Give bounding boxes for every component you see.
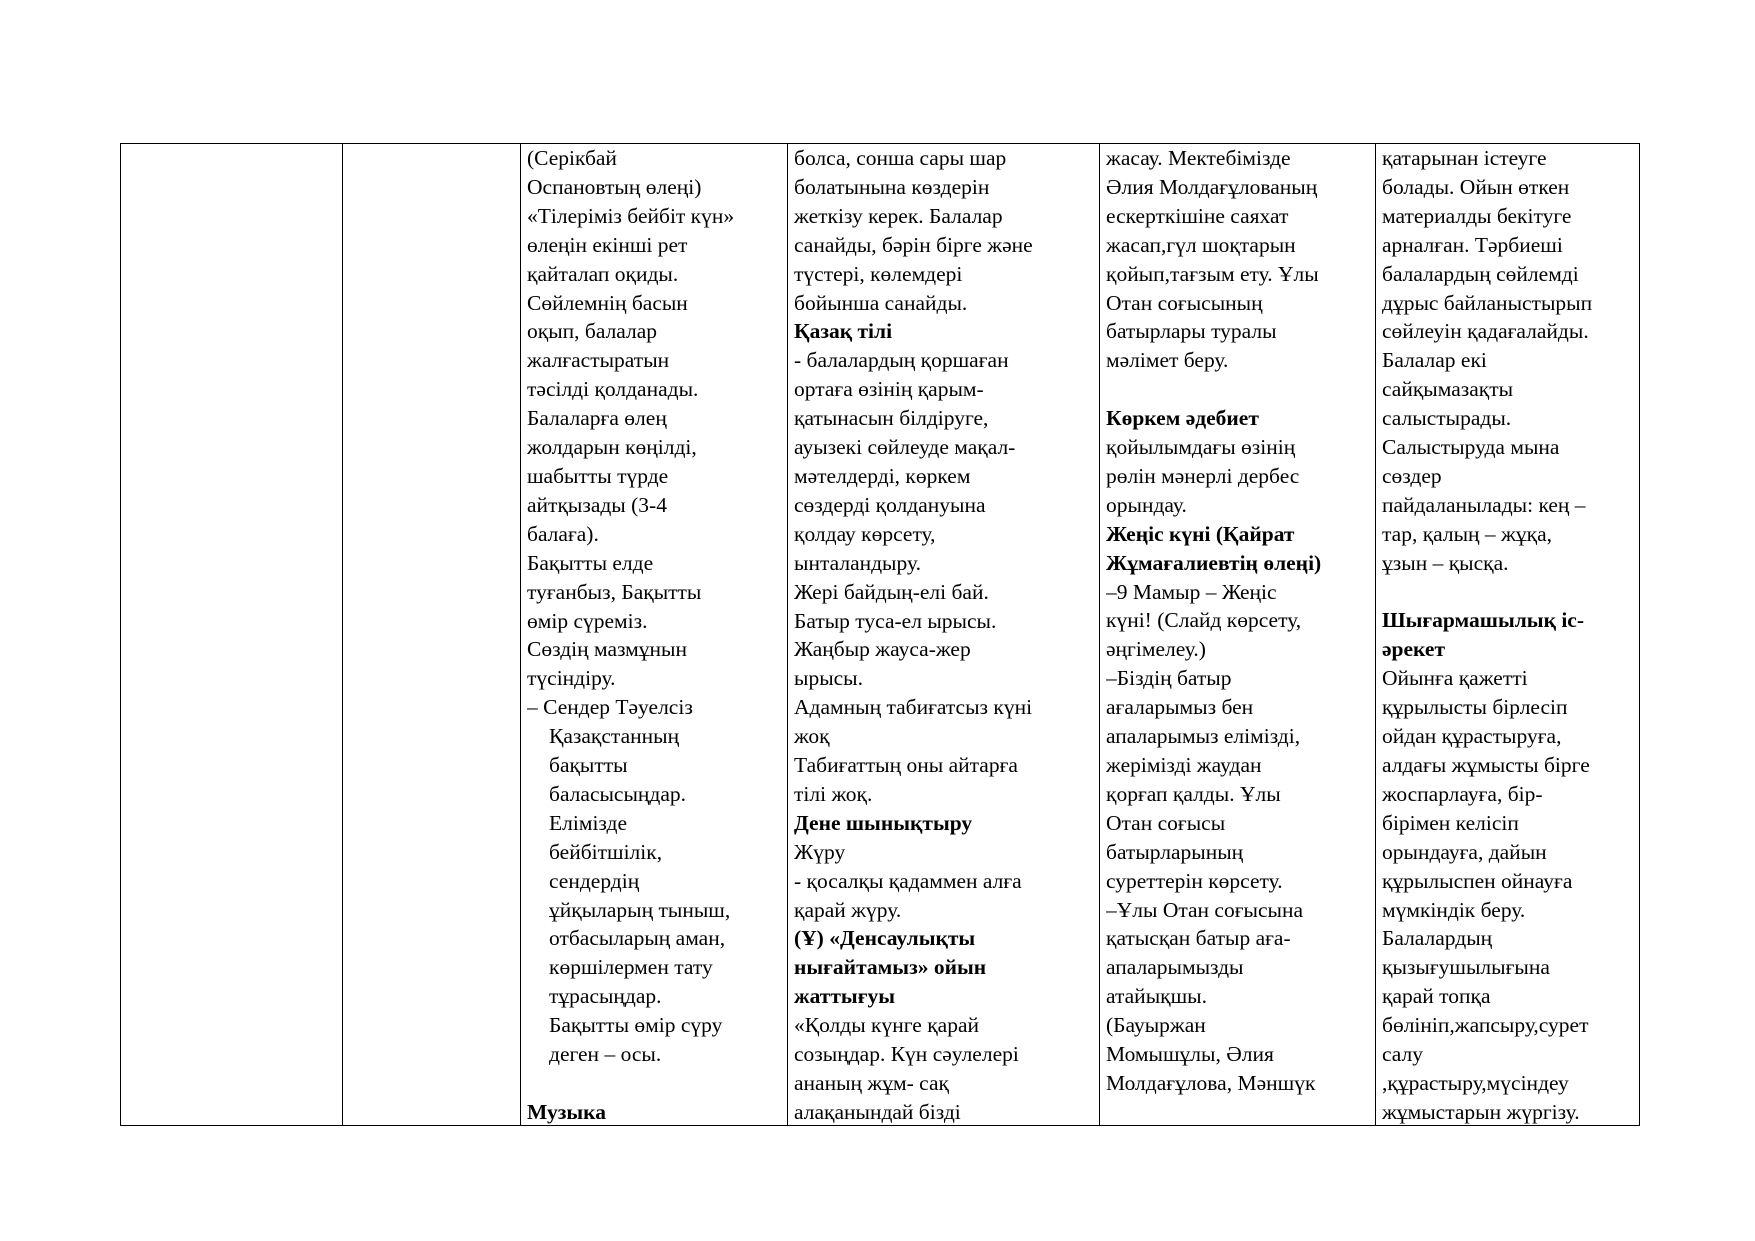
text-line: – Сендер Тәуелсіз xyxy=(527,695,693,720)
text-line: батырларының xyxy=(1106,839,1244,864)
text-line: жоспарлауға, бір- xyxy=(1382,781,1543,806)
text-line: ортаға өзінің қарым- xyxy=(794,377,984,402)
text-line: тар, қалың – жұқа, xyxy=(1382,521,1553,546)
text-line: жасау. Мектебімізде xyxy=(1106,146,1291,170)
text-line: апаларымызды xyxy=(1106,955,1244,980)
text-line: Елімізде xyxy=(549,810,628,835)
text-line: сайқымазақты xyxy=(1382,377,1514,402)
text-line: өмір сүреміз. xyxy=(527,608,648,633)
text-line: –Біздің батыр xyxy=(1106,666,1232,691)
text-line: жоқ xyxy=(794,724,830,749)
table-row xyxy=(121,144,1640,1126)
table-cell-col-4 xyxy=(788,144,1100,1126)
text-line: «Тілеріміз бейбіт күн» xyxy=(527,203,735,228)
text-line xyxy=(527,1069,781,1098)
section-heading: әрекет xyxy=(1382,637,1445,662)
section-heading: нығайтамыз» ойын xyxy=(794,955,987,980)
text-line: қатарынан істеуге xyxy=(1382,146,1547,170)
text-line: орындауға, дайын xyxy=(1382,839,1547,864)
text-line: өлеңін екінші рет xyxy=(527,232,688,257)
text-line: Момышұлы, Әлия xyxy=(1106,1042,1274,1067)
text-line: Сөздің мазмұнын xyxy=(527,637,687,662)
text-line: жеткізу керек. Балалар xyxy=(794,203,1003,228)
text-line: ,құрастыру,мүсіндеу xyxy=(1382,1070,1569,1095)
text-line: жолдарын көңілді, xyxy=(527,435,697,460)
section-heading: Жеңіс күні (Қайрат xyxy=(1106,521,1295,546)
text-line: баласысыңдар. xyxy=(549,781,687,806)
table-cell-col-5 xyxy=(1100,144,1376,1126)
text-line: - қосалқы қадаммен алға xyxy=(794,868,1022,893)
section-heading: Жұмағалиевтің өлеңі) xyxy=(1106,550,1322,575)
text-line: мүмкіндік беру. xyxy=(1382,897,1526,922)
text-line: тілі жоқ. xyxy=(794,781,873,806)
text-line: сөздерді қолдануына xyxy=(794,492,986,517)
text-line: ынталандыру. xyxy=(794,550,921,575)
section-heading: (Ұ) «Денсаулықты xyxy=(794,926,976,951)
text-line: құрылысты бірлесіп xyxy=(1382,695,1568,720)
section-heading: Музыка xyxy=(527,1099,606,1124)
section-heading: Көркем әдебиет xyxy=(1106,406,1259,431)
text-line: Қазақстанның xyxy=(549,724,680,749)
text-line: оқып, балалар xyxy=(527,319,658,344)
text-line: рөлін мәнерлі дербес xyxy=(1106,463,1300,488)
table-cell-col-6 xyxy=(1376,144,1640,1126)
text-line: бақытты xyxy=(549,753,628,778)
text-line: ананың жұм- сақ xyxy=(794,1071,949,1095)
text-line: қайталап оқиды. xyxy=(527,261,679,286)
text-line: Жүру xyxy=(794,839,846,864)
text-line: ауызекі сөйлеуде мақал- xyxy=(794,435,1016,460)
text-line: батырлары туралы xyxy=(1106,319,1277,344)
text-line: Оспановтың өлеңі) xyxy=(527,174,702,199)
text-line: материалды бекітуге xyxy=(1382,203,1572,228)
text-line: атайықшы. xyxy=(1106,984,1207,1009)
text-line: жалғастыратын xyxy=(527,348,670,373)
table-cell-col-3 xyxy=(521,144,788,1126)
text-line: апаларымыз елімізді, xyxy=(1106,724,1301,749)
text-line: пайдаланылады: кең – xyxy=(1382,492,1586,517)
table-cell-col-2 xyxy=(343,144,521,1126)
text-line: әңгімелеу.) xyxy=(1106,637,1206,662)
text-line: созыңдар. Күн сәулелері xyxy=(794,1042,1019,1067)
text-line: суреттерін көрсету. xyxy=(1106,868,1283,893)
text-line: қарай топқа xyxy=(1382,984,1491,1009)
text-line: Батыр туса-ел ырысы. xyxy=(794,608,997,633)
text-line: болса, сонша сары шар xyxy=(794,146,1007,170)
text-line: ұйқыларың тыныш, xyxy=(549,897,731,922)
text-line: алақанындай бізді xyxy=(794,1099,961,1124)
section-heading: Шығармашылық іс- xyxy=(1382,608,1585,633)
text-line: құрылыспен ойнауға xyxy=(1382,868,1573,893)
text-line xyxy=(1106,375,1369,404)
text-line: тәсілді қолданады. xyxy=(527,377,699,402)
text-line: болады. Ойын өткен xyxy=(1382,174,1570,199)
text-line: (Серікбай xyxy=(527,146,617,170)
text-line: бейбітшілік, xyxy=(549,839,663,864)
text-line: бөлініп,жапсыру,сурет xyxy=(1382,1013,1589,1038)
section-heading: Дене шынықтыру xyxy=(794,810,973,835)
text-line: сөйлеуін қадағалайды. xyxy=(1382,319,1589,344)
table-cell-col-1 xyxy=(121,144,343,1126)
text-line: бойынша санайды. xyxy=(794,290,968,315)
text-line: (Бауыржан xyxy=(1106,1013,1206,1038)
section-heading: Қазақ тілі xyxy=(794,319,893,344)
text-line: күні! (Слайд көрсету, xyxy=(1106,608,1302,633)
text-line: Бақытты елде xyxy=(527,550,654,575)
section-heading: жаттығуы xyxy=(794,984,895,1009)
text-line: Жері байдың-елі бай. xyxy=(794,579,989,604)
text-line: санайды, бәрін бірге және xyxy=(794,232,1033,257)
text-line: Ойынға қажетті xyxy=(1382,666,1528,691)
text-line: алдағы жұмысты бірге xyxy=(1382,753,1590,778)
text-line: орындау. xyxy=(1106,492,1187,517)
text-line: ескерткішіне саяхат xyxy=(1106,203,1289,228)
text-line: отбасыларың аман, xyxy=(549,926,726,951)
text-line: сендердің xyxy=(549,868,640,893)
text-line: Бақытты өмір сүру xyxy=(549,1013,723,1038)
text-line: қатысқан батыр аға- xyxy=(1106,926,1291,951)
lesson-plan-table xyxy=(120,143,1640,1126)
text-line: балаға). xyxy=(527,521,599,546)
text-line: Салыстыруда мына xyxy=(1382,435,1560,460)
text-line: Әлия Молдағұлованың xyxy=(1106,174,1318,199)
text-line: салыстырады. xyxy=(1382,406,1512,431)
text-line: балалардың сөйлемді xyxy=(1382,261,1579,286)
text-line: Табиғаттың оны айтарға xyxy=(794,753,1018,778)
text-line: жасап,гүл шоқтарын xyxy=(1106,232,1296,257)
text-line: шабытты түрде xyxy=(527,463,669,488)
text-line: жерімізді жаудан xyxy=(1106,753,1262,778)
text-line: қатынасын білдіруге, xyxy=(794,406,989,431)
text-line: Молдағұлова, Мәншүк xyxy=(1106,1070,1316,1095)
text-line: деген – осы. xyxy=(549,1042,662,1067)
text-line: қарай жүру. xyxy=(794,897,902,922)
text-line: ойдан құрастыруға, xyxy=(1382,724,1562,749)
text-line: дұрыс байланыстырып xyxy=(1382,290,1593,315)
text-line: болатынына көздерін xyxy=(794,174,990,199)
text-line: –Ұлы Отан соғысына xyxy=(1106,897,1304,922)
text-line: түстері, көлемдері xyxy=(794,261,963,286)
text-line: қорғап қалды. Ұлы xyxy=(1106,781,1281,806)
text-line: бірімен келісіп xyxy=(1382,810,1519,835)
text-line: Балаларға өлең xyxy=(527,406,667,431)
text-line: Адамның табиғатсыз күні xyxy=(794,695,1033,720)
text-line: мәлімет беру. xyxy=(1106,348,1229,373)
text-line xyxy=(1382,578,1633,607)
text-line: Балалар екі xyxy=(1382,348,1487,373)
text-line: түсіндіру. xyxy=(527,666,616,691)
text-line: қойылымдағы өзінің xyxy=(1106,435,1296,460)
text-line: сөздер xyxy=(1382,463,1442,488)
text-line: «Қолды күнге қарай xyxy=(794,1013,979,1038)
text-line: көршілермен тату xyxy=(549,955,713,980)
text-line: туғанбыз, Бақытты xyxy=(527,579,702,604)
text-line: тұрасыңдар. xyxy=(549,984,662,1009)
text-line: ырысы. xyxy=(794,666,864,691)
text-line: ұзын – қысқа. xyxy=(1382,550,1509,575)
text-line: қойып,тағзым ету. Ұлы xyxy=(1106,261,1319,286)
text-line: –9 Мамыр – Жеңіс xyxy=(1106,579,1277,604)
text-line: Отан соғысының xyxy=(1106,290,1263,315)
text-line: салу xyxy=(1382,1042,1424,1067)
text-line: жұмыстарын жүргізу. xyxy=(1382,1099,1580,1124)
text-line: Жаңбыр жауса-жер xyxy=(794,637,971,662)
text-line: арналған. Тәрбиеші xyxy=(1382,232,1563,257)
text-line: айтқызады (3-4 xyxy=(527,492,667,517)
text-line: қолдау көрсету, xyxy=(794,521,936,546)
text-line: ағаларымыз бен xyxy=(1106,695,1254,720)
text-line: мәтелдерді, көркем xyxy=(794,463,971,488)
text-line: Сөйлемнің басын xyxy=(527,290,688,315)
text-line: Отан соғысы xyxy=(1106,810,1226,835)
text-line: Балалардың xyxy=(1382,926,1493,951)
text-line: - балалардың қоршаған xyxy=(794,348,1009,373)
text-line: қызығушылығына xyxy=(1382,955,1550,980)
